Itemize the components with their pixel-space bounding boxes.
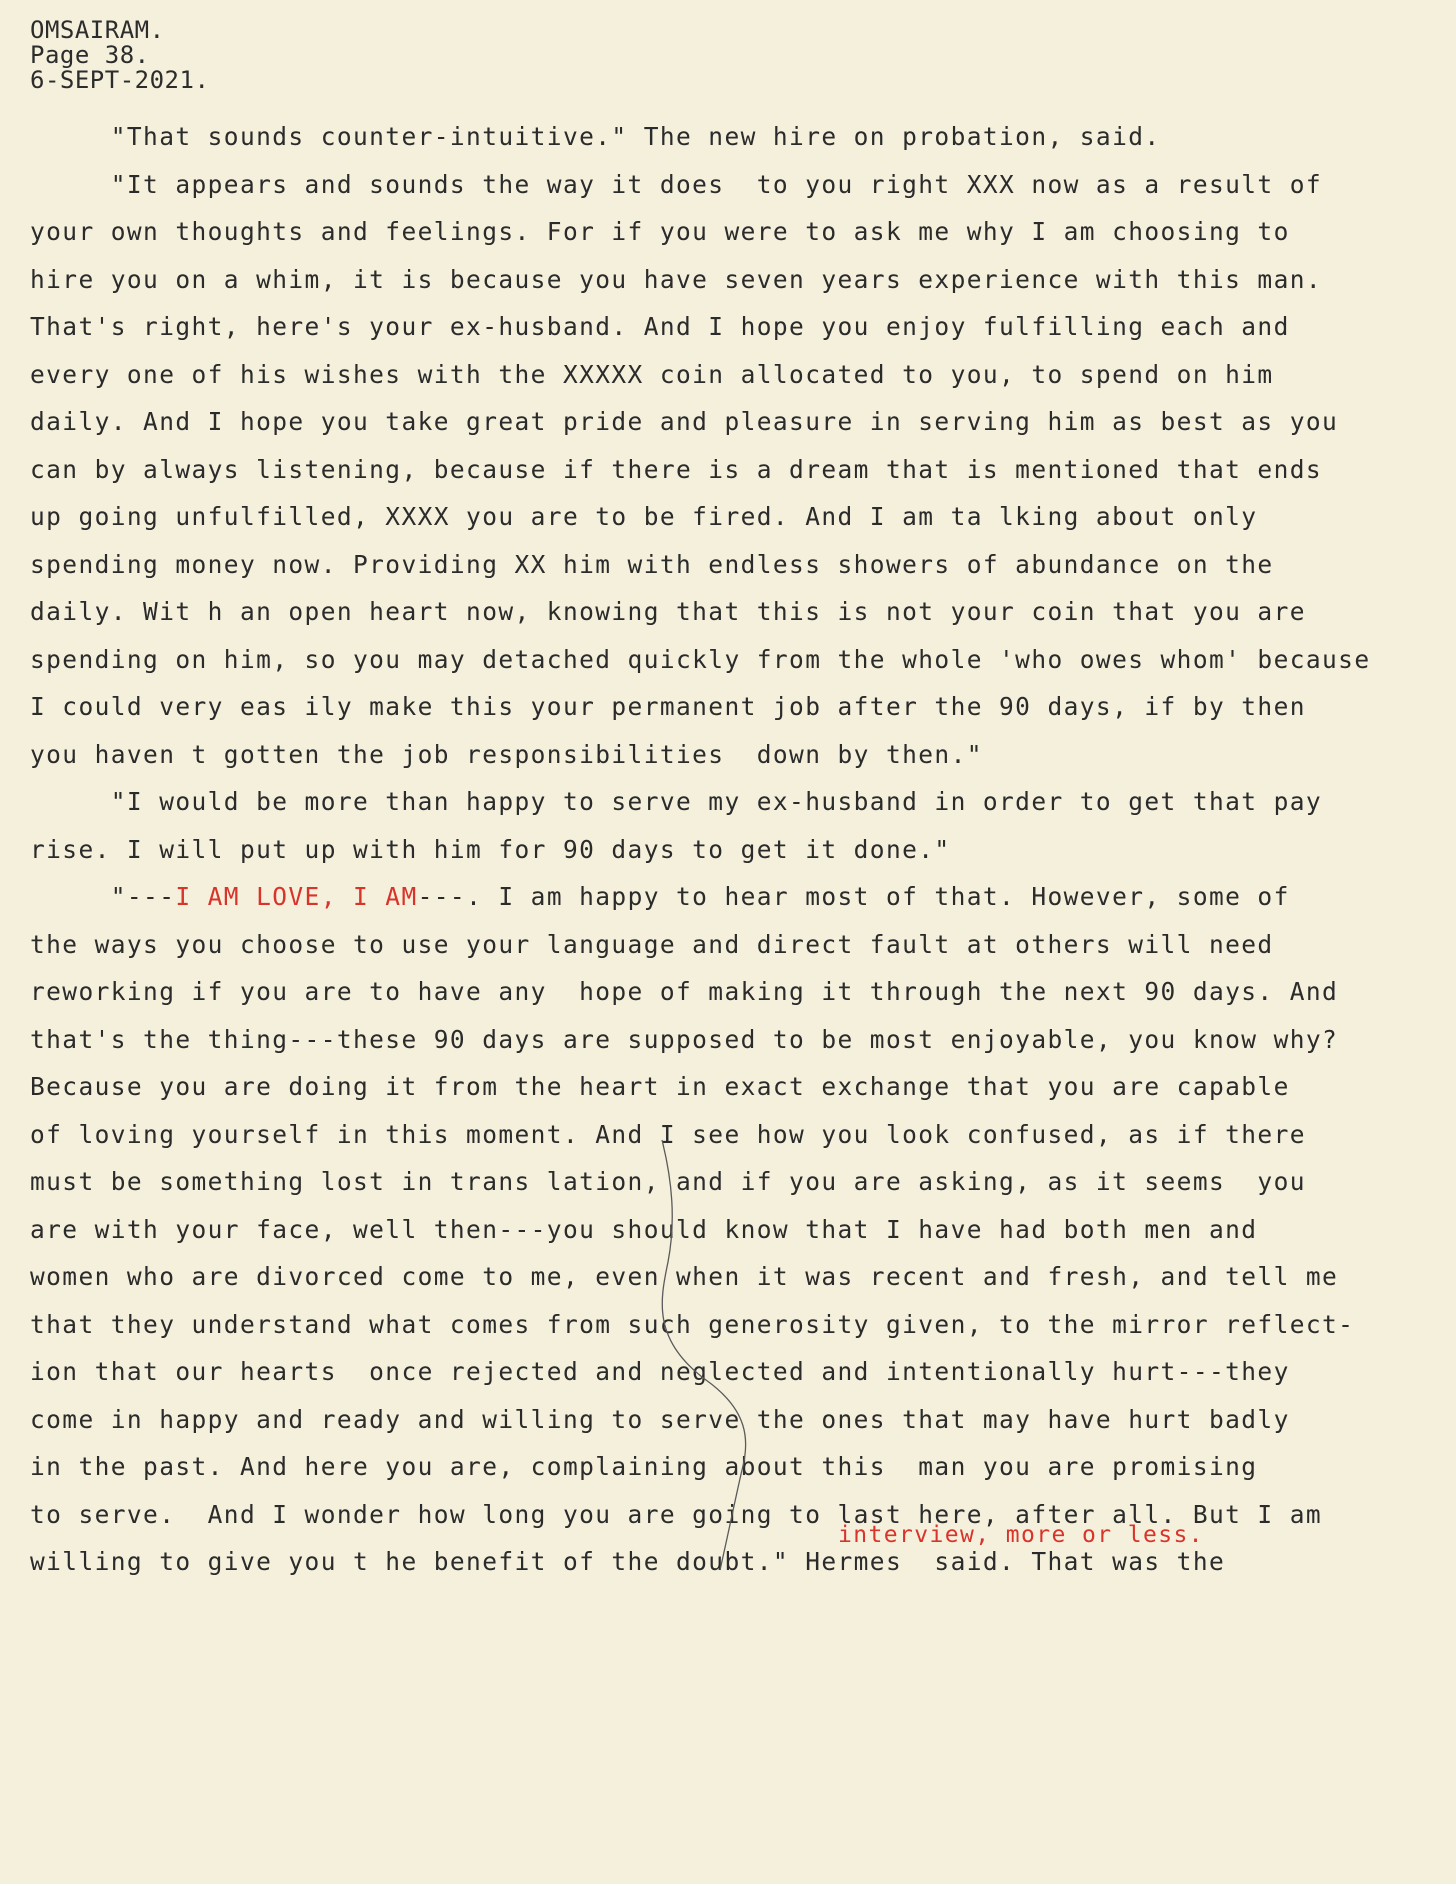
text-line: in the past. And here you are, complaining about this man you are promising	[30, 1452, 1258, 1481]
text-line: you haven t gotten the job responsibilities down by then."	[30, 740, 983, 769]
red-insertion-note: interview, more or less.	[838, 1522, 1204, 1548]
header-date: 6-SEPT-2021.	[30, 66, 210, 94]
text-line: That's right, here's your ex-husband. And I hope you enjoy fulfilling each and	[30, 312, 1290, 341]
text-line: the ways you choose to use your language and direct fault at others will need	[30, 930, 1274, 959]
text-line: that's the thing---these 90 days are supposed to be most enjoyable, you know why?	[30, 1025, 1339, 1054]
text-line: I could very eas ily make this your permanent job after the 90 days, if by then	[30, 692, 1306, 721]
after-red-phrase: ---. I am happy to hear most of that. However, some of	[417, 882, 1290, 911]
text-line: of loving yourself in this moment. And I see how you look confused, as if there	[30, 1120, 1306, 1149]
text-line: every one of his wishes with the XXXXX coin allocated to you, to spend on him	[30, 360, 1274, 389]
text-line: "I would be more than happy to serve my ex-husband in order to get that pay	[30, 787, 1323, 816]
text-line: ion that our hearts once rejected and neglected and intentionally hurt---they	[30, 1357, 1290, 1386]
text-line: to serve. And I wonder how long you are going to last here, after all. But I am	[30, 1500, 1323, 1529]
text-line: spending money now. Providing XX him with endless showers of abundance on the	[30, 550, 1274, 579]
text-line: spending on him, so you may detached quickly from the whole 'who owes whom' because	[30, 645, 1371, 674]
text-line: reworking if you are to have any hope of making it through the next 90 days. And	[30, 977, 1339, 1006]
text-line: your own thoughts and feelings. For if you were to ask me why I am choosing to	[30, 217, 1290, 246]
red-phrase: I AM LOVE, I AM	[175, 882, 418, 911]
text-line: willing to give you t he benefit of the doubt." Hermes said. That was the	[30, 1547, 1226, 1576]
text-line: come in happy and ready and willing to serve the ones that may have hurt badly	[30, 1405, 1290, 1434]
header-title: OMSAIRAM.	[30, 16, 165, 44]
text-line-with-red-phrase	[30, 882, 1290, 911]
open-quote-dashes: "---	[30, 882, 176, 911]
text-line: are with your face, well then---you should know that I have had both men and	[30, 1215, 1258, 1244]
text-line: up going unfulfilled, XXXX you are to be fired. And I am ta lking about only	[30, 502, 1258, 531]
text-line: Because you are doing it from the heart in exact exchange that you are capable	[30, 1072, 1290, 1101]
text-line: "That sounds counter-intuitive." The new hire on probation, said.	[30, 122, 1161, 151]
text-line: rise. I will put up with him for 90 days to get it done."	[30, 835, 951, 864]
header-page-number: Page 38.	[30, 41, 150, 69]
text-line: must be something lost in trans lation, and if you are asking, as it seems you	[30, 1167, 1306, 1196]
text-line: "It appears and sounds the way it does to you right XXX now as a result of	[30, 170, 1323, 199]
text-line: women who are divorced come to me, even when it was recent and fresh, and tell me	[30, 1262, 1339, 1291]
text-line: daily. Wit h an open heart now, knowing that this is not your coin that you are	[30, 597, 1306, 626]
text-line: hire you on a whim, it is because you have seven years experience with this man.	[30, 265, 1323, 294]
page-header	[30, 18, 209, 93]
text-line: that they understand what comes from such generosity given, to the mirror reflect-	[30, 1310, 1355, 1339]
text-line: can by always listening, because if there is a dream that is mentioned that ends	[30, 455, 1323, 484]
text-line: daily. And I hope you take great pride and pleasure in serving him as best as you	[30, 407, 1339, 436]
